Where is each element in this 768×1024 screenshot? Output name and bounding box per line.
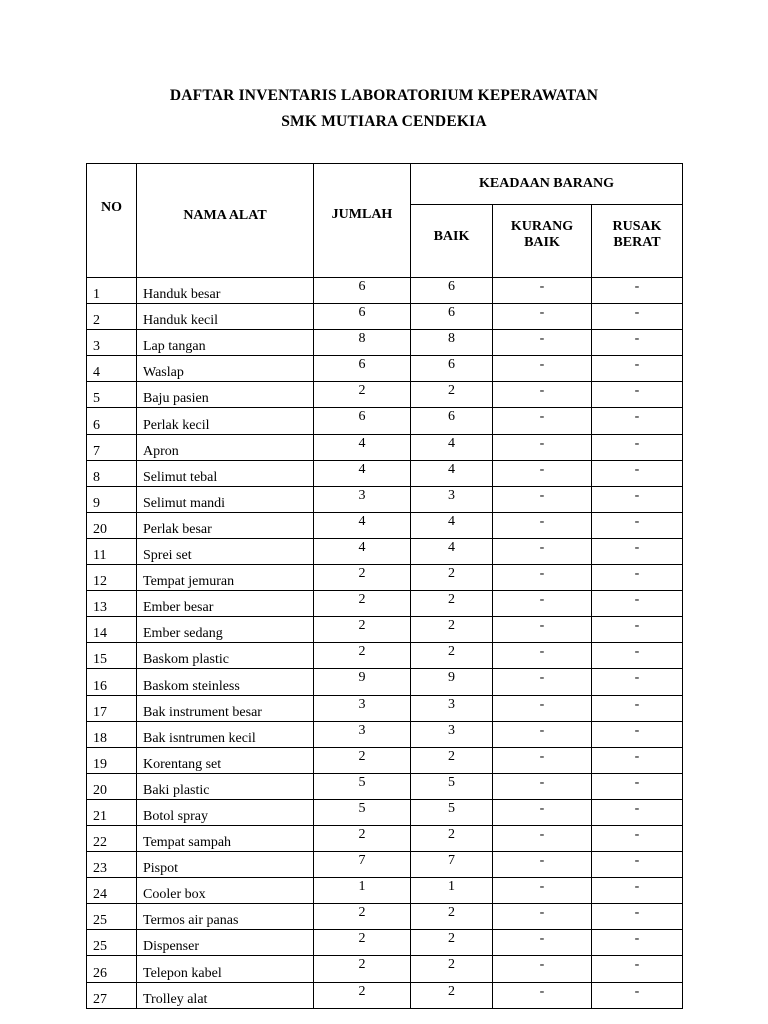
cell-no: 2: [87, 304, 137, 330]
cell-jumlah: 3: [314, 695, 411, 721]
table-header: [87, 164, 683, 278]
cell-baik: 7: [411, 852, 493, 878]
header-rusak-berat: [592, 205, 683, 278]
cell-baik: 2: [411, 825, 493, 851]
cell-rusak-berat: -: [592, 852, 683, 878]
cell-baik: 9: [411, 669, 493, 695]
cell-kurang-baik: -: [493, 643, 592, 669]
table-row: [87, 565, 683, 591]
cell-baik: 4: [411, 512, 493, 538]
cell-no: 6: [87, 408, 137, 434]
cell-nama-alat: Bak isntrumen kecil: [137, 721, 314, 747]
cell-no: 26: [87, 956, 137, 982]
cell-kurang-baik: -: [493, 852, 592, 878]
cell-rusak-berat: -: [592, 825, 683, 851]
cell-jumlah: 3: [314, 721, 411, 747]
document-subtitle: SMK MUTIARA CENDEKIA: [281, 113, 487, 130]
table-row: [87, 460, 683, 486]
cell-nama-alat: Pispot: [137, 852, 314, 878]
table-row: [87, 799, 683, 825]
cell-baik: 3: [411, 721, 493, 747]
cell-kurang-baik: -: [493, 878, 592, 904]
table-body: [87, 278, 683, 1009]
cell-nama-alat: Korentang set: [137, 747, 314, 773]
table-row: [87, 617, 683, 643]
cell-no: 8: [87, 460, 137, 486]
table-row: [87, 278, 683, 304]
cell-no: 13: [87, 591, 137, 617]
cell-nama-alat: Perlak besar: [137, 512, 314, 538]
cell-nama-alat: Handuk kecil: [137, 304, 314, 330]
cell-no: 25: [87, 904, 137, 930]
header-kurang-baik-line1: KURANG: [510, 219, 574, 234]
cell-no: 20: [87, 512, 137, 538]
cell-rusak-berat: -: [592, 773, 683, 799]
cell-kurang-baik: -: [493, 669, 592, 695]
cell-jumlah: 6: [314, 304, 411, 330]
cell-kurang-baik: -: [493, 982, 592, 1008]
cell-jumlah: 2: [314, 382, 411, 408]
cell-jumlah: 4: [314, 512, 411, 538]
table-row: [87, 956, 683, 982]
cell-jumlah: 9: [314, 669, 411, 695]
cell-nama-alat: Dispenser: [137, 930, 314, 956]
cell-kurang-baik: -: [493, 486, 592, 512]
cell-no: 16: [87, 669, 137, 695]
cell-no: 19: [87, 747, 137, 773]
cell-rusak-berat: -: [592, 747, 683, 773]
cell-baik: 3: [411, 486, 493, 512]
cell-kurang-baik: -: [493, 434, 592, 460]
cell-nama-alat: Tempat sampah: [137, 825, 314, 851]
cell-baik: 2: [411, 982, 493, 1008]
table-row: [87, 408, 683, 434]
cell-jumlah: 3: [314, 486, 411, 512]
cell-rusak-berat: -: [592, 695, 683, 721]
cell-baik: 4: [411, 434, 493, 460]
cell-rusak-berat: -: [592, 617, 683, 643]
cell-nama-alat: Apron: [137, 434, 314, 460]
cell-kurang-baik: -: [493, 304, 592, 330]
cell-kurang-baik: -: [493, 617, 592, 643]
cell-no: 12: [87, 565, 137, 591]
cell-no: 20: [87, 773, 137, 799]
cell-jumlah: 2: [314, 643, 411, 669]
cell-kurang-baik: -: [493, 721, 592, 747]
cell-no: 17: [87, 695, 137, 721]
cell-rusak-berat: -: [592, 643, 683, 669]
cell-rusak-berat: -: [592, 982, 683, 1008]
cell-rusak-berat: -: [592, 904, 683, 930]
table-row: [87, 773, 683, 799]
cell-rusak-berat: -: [592, 930, 683, 956]
cell-rusak-berat: -: [592, 434, 683, 460]
table-row: [87, 747, 683, 773]
cell-kurang-baik: -: [493, 512, 592, 538]
header-jumlah: JUMLAH: [314, 164, 411, 278]
cell-baik: 3: [411, 695, 493, 721]
cell-kurang-baik: -: [493, 825, 592, 851]
table-row: [87, 669, 683, 695]
cell-no: 14: [87, 617, 137, 643]
header-rusak-berat-line2: BERAT: [613, 235, 661, 250]
cell-jumlah: 1: [314, 878, 411, 904]
header-kurang-baik: [493, 205, 592, 278]
cell-rusak-berat: -: [592, 408, 683, 434]
cell-baik: 5: [411, 799, 493, 825]
cell-baik: 6: [411, 408, 493, 434]
cell-rusak-berat: -: [592, 486, 683, 512]
cell-kurang-baik: -: [493, 356, 592, 382]
cell-baik: 2: [411, 930, 493, 956]
cell-baik: 1: [411, 878, 493, 904]
cell-baik: 2: [411, 747, 493, 773]
cell-kurang-baik: -: [493, 591, 592, 617]
cell-jumlah: 2: [314, 982, 411, 1008]
cell-baik: 6: [411, 304, 493, 330]
cell-nama-alat: Baskom plastic: [137, 643, 314, 669]
cell-nama-alat: Perlak kecil: [137, 408, 314, 434]
cell-rusak-berat: -: [592, 799, 683, 825]
cell-nama-alat: Cooler box: [137, 878, 314, 904]
table-row: [87, 512, 683, 538]
cell-rusak-berat: -: [592, 721, 683, 747]
table-row: [87, 538, 683, 564]
cell-nama-alat: Baju pasien: [137, 382, 314, 408]
cell-nama-alat: Botol spray: [137, 799, 314, 825]
cell-baik: 5: [411, 773, 493, 799]
cell-rusak-berat: -: [592, 512, 683, 538]
cell-no: 3: [87, 330, 137, 356]
cell-baik: 2: [411, 565, 493, 591]
cell-nama-alat: Selimut mandi: [137, 486, 314, 512]
cell-jumlah: 5: [314, 773, 411, 799]
cell-kurang-baik: -: [493, 382, 592, 408]
cell-kurang-baik: -: [493, 408, 592, 434]
cell-nama-alat: Ember sedang: [137, 617, 314, 643]
table-row: [87, 330, 683, 356]
cell-kurang-baik: -: [493, 956, 592, 982]
cell-nama-alat: Baki plastic: [137, 773, 314, 799]
cell-jumlah: 6: [314, 408, 411, 434]
cell-rusak-berat: -: [592, 591, 683, 617]
cell-jumlah: 5: [314, 799, 411, 825]
cell-baik: 2: [411, 382, 493, 408]
table-row: [87, 695, 683, 721]
cell-baik: 2: [411, 617, 493, 643]
cell-no: 1: [87, 278, 137, 304]
cell-rusak-berat: -: [592, 356, 683, 382]
cell-rusak-berat: -: [592, 956, 683, 982]
cell-jumlah: 6: [314, 278, 411, 304]
header-baik: BAIK: [411, 205, 493, 278]
table-row: [87, 825, 683, 851]
cell-kurang-baik: -: [493, 747, 592, 773]
cell-kurang-baik: -: [493, 930, 592, 956]
cell-nama-alat: Termos air panas: [137, 904, 314, 930]
cell-baik: 4: [411, 460, 493, 486]
cell-kurang-baik: -: [493, 460, 592, 486]
cell-kurang-baik: -: [493, 799, 592, 825]
table-row: [87, 878, 683, 904]
cell-no: 15: [87, 643, 137, 669]
cell-no: 4: [87, 356, 137, 382]
cell-nama-alat: Bak instrument besar: [137, 695, 314, 721]
header-nama-alat: NAMA ALAT: [137, 164, 314, 278]
cell-jumlah: 4: [314, 434, 411, 460]
table-row: [87, 382, 683, 408]
cell-no: 24: [87, 878, 137, 904]
table-row: [87, 591, 683, 617]
cell-kurang-baik: -: [493, 773, 592, 799]
cell-nama-alat: Baskom steinless: [137, 669, 314, 695]
cell-nama-alat: Sprei set: [137, 538, 314, 564]
cell-jumlah: 2: [314, 904, 411, 930]
table-row: [87, 643, 683, 669]
cell-no: 5: [87, 382, 137, 408]
table-row: [87, 852, 683, 878]
cell-rusak-berat: -: [592, 278, 683, 304]
cell-kurang-baik: -: [493, 538, 592, 564]
table-row: [87, 434, 683, 460]
table-row: [87, 904, 683, 930]
cell-baik: 8: [411, 330, 493, 356]
table-row: [87, 486, 683, 512]
cell-baik: 6: [411, 356, 493, 382]
header-keadaan-barang: KEADAAN BARANG: [411, 164, 683, 205]
document-title: DAFTAR INVENTARIS LABORATORIUM KEPERAWATAN: [169, 87, 599, 104]
cell-jumlah: 2: [314, 956, 411, 982]
inventory-table: [86, 163, 683, 1009]
table-row: [87, 721, 683, 747]
cell-rusak-berat: -: [592, 330, 683, 356]
cell-rusak-berat: -: [592, 382, 683, 408]
cell-rusak-berat: -: [592, 669, 683, 695]
cell-rusak-berat: -: [592, 304, 683, 330]
cell-no: 22: [87, 825, 137, 851]
cell-kurang-baik: -: [493, 278, 592, 304]
table-row: [87, 982, 683, 1008]
header-rusak-berat-line1: RUSAK: [612, 219, 662, 234]
cell-nama-alat: Trolley alat: [137, 982, 314, 1008]
cell-nama-alat: Tempat jemuran: [137, 565, 314, 591]
cell-rusak-berat: -: [592, 460, 683, 486]
cell-jumlah: 2: [314, 617, 411, 643]
cell-rusak-berat: -: [592, 538, 683, 564]
cell-no: 21: [87, 799, 137, 825]
cell-baik: 2: [411, 643, 493, 669]
table-row: [87, 356, 683, 382]
cell-jumlah: 2: [314, 825, 411, 851]
cell-nama-alat: Lap tangan: [137, 330, 314, 356]
cell-no: 9: [87, 486, 137, 512]
cell-nama-alat: Waslap: [137, 356, 314, 382]
cell-jumlah: 2: [314, 591, 411, 617]
cell-jumlah: 2: [314, 930, 411, 956]
cell-no: 25: [87, 930, 137, 956]
table-row: [87, 304, 683, 330]
header-no: NO: [87, 164, 137, 278]
cell-jumlah: 8: [314, 330, 411, 356]
cell-jumlah: 2: [314, 747, 411, 773]
cell-kurang-baik: -: [493, 330, 592, 356]
cell-kurang-baik: -: [493, 904, 592, 930]
cell-nama-alat: Telepon kabel: [137, 956, 314, 982]
cell-rusak-berat: -: [592, 565, 683, 591]
cell-baik: 2: [411, 904, 493, 930]
cell-no: 7: [87, 434, 137, 460]
cell-nama-alat: Handuk besar: [137, 278, 314, 304]
cell-no: 27: [87, 982, 137, 1008]
cell-baik: 6: [411, 278, 493, 304]
table-row: [87, 930, 683, 956]
cell-kurang-baik: -: [493, 695, 592, 721]
cell-nama-alat: Selimut tebal: [137, 460, 314, 486]
cell-baik: 4: [411, 538, 493, 564]
cell-no: 18: [87, 721, 137, 747]
cell-baik: 2: [411, 956, 493, 982]
cell-jumlah: 4: [314, 460, 411, 486]
cell-jumlah: 4: [314, 538, 411, 564]
cell-kurang-baik: -: [493, 565, 592, 591]
cell-no: 23: [87, 852, 137, 878]
cell-jumlah: 6: [314, 356, 411, 382]
header-kurang-baik-line2: BAIK: [524, 235, 560, 250]
cell-rusak-berat: -: [592, 878, 683, 904]
cell-jumlah: 2: [314, 565, 411, 591]
cell-baik: 2: [411, 591, 493, 617]
cell-no: 11: [87, 538, 137, 564]
cell-nama-alat: Ember besar: [137, 591, 314, 617]
cell-jumlah: 7: [314, 852, 411, 878]
